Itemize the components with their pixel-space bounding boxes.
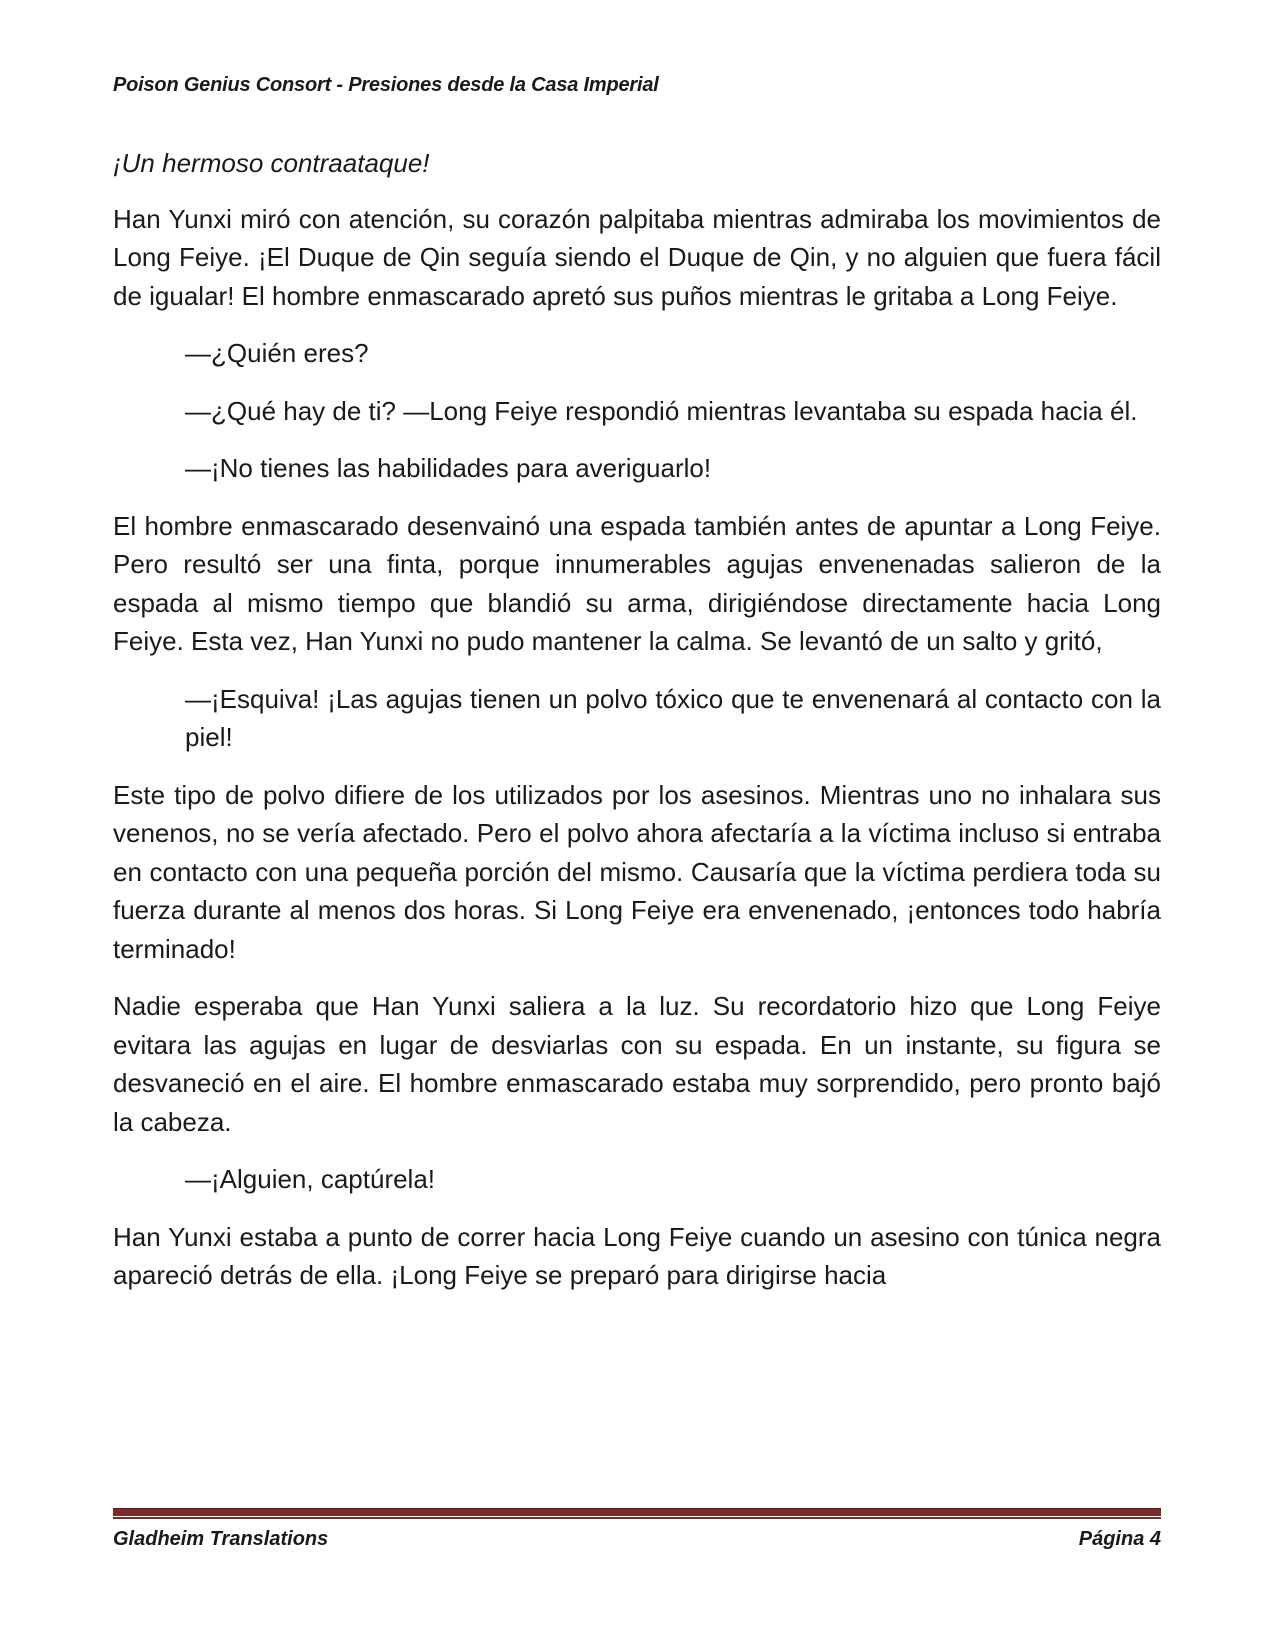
- document-body: [113, 144, 1161, 1314]
- paragraph: ¡Un hermoso contraataque!: [113, 148, 430, 178]
- paragraph: Han Yunxi estaba a punto de correr hacia Long Feiye cuando un asesino con túnica negra apareció detrás de ella. ¡Long Feiye se preparó para dirigirse hacia: [113, 1221, 1161, 1290]
- paragraph: Este tipo de polvo difiere de los utilizados por los asesinos. Mientras uno no inhalara sus venenos, no se vería afectado. Pero el polvo ahora afectaría a la víctima incluso si entraba en contacto con una pequeña porción del mismo. Causaría que la víctima perdiera toda su fuerza durante al menos dos horas. Si Long Feiye era envenenado, ¡entonces todo habría terminado!: [113, 779, 1161, 964]
- footer-translator: Gladheim Translations: [113, 1528, 329, 1550]
- paragraph: Nadie esperaba que Han Yunxi saliera a la luz. Su recordatorio hizo que Long Feiye evitara las agujas en lugar de desviarlas con su espada. En un instante, su figura se desvaneció en el aire. El hombre enmascarado estaba muy sorprendido, pero pronto bajó la cabeza.: [113, 991, 1161, 1137]
- page-header-title: Poison Genius Consort - Presiones desde la Casa Imperial: [113, 74, 659, 96]
- dialogue-line: —¡Alguien, captúrela!: [185, 1164, 436, 1194]
- paragraph: Han Yunxi miró con atención, su corazón palpitaba mientras admiraba los movimientos de Long Feiye. ¡El Duque de Qin seguía siendo el Duque de Qin, y no alguien que fuera fácil de igualar! El hombre enmascarado apretó sus puños mientras le gritaba a Long Feiye.: [113, 203, 1161, 311]
- footer-page-number: Página 4: [1078, 1528, 1161, 1550]
- paragraph: El hombre enmascarado desenvainó una espada también antes de apuntar a Long Feiye. Pero resultó ser una finta, porque innumerables agujas envenenadas salieron de la espada al mismo tiempo que blandió su arma, dirigiéndose directamente hacia Long Feiye. Esta vez, Han Yunxi no pudo mantener la calma. Se levantó de un salto y gritó,: [113, 510, 1161, 656]
- dialogue-line: —¿Qué hay de ti? —Long Feiye respondió mientras levantaba su espada hacia él.: [185, 395, 1138, 426]
- footer-divider: [113, 1508, 1161, 1516]
- dialogue-line: —¿Quién eres?: [185, 338, 369, 368]
- dialogue-line: —¡No tienes las habilidades para averiguarlo!: [185, 453, 712, 483]
- dialogue-line: —¡Esquiva! ¡Las agujas tienen un polvo tóxico que te envenenará al contacto con la piel!: [185, 683, 1161, 752]
